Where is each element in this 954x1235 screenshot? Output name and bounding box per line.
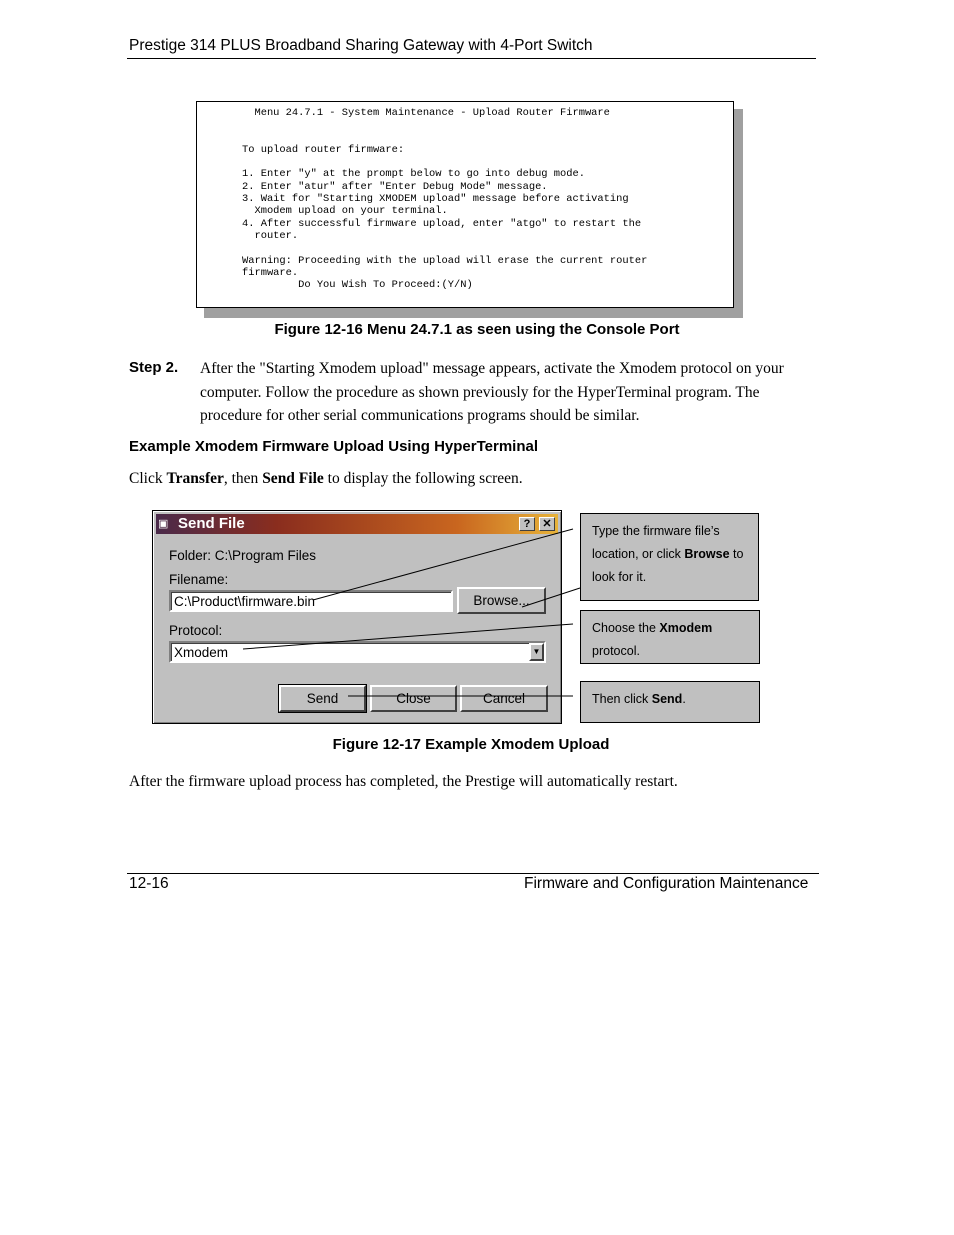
console-line: 3. Wait for "Starting XMODEM upload" message before activating: [242, 193, 629, 206]
callout-filename-text-c: to look for it.: [592, 547, 744, 584]
console-line: Xmodem upload on your terminal.: [242, 205, 448, 218]
footer-section-title: Firmware and Configuration Maintenance: [524, 875, 809, 892]
help-icon[interactable]: ?: [519, 517, 535, 531]
console-line: To upload router firmware:: [242, 143, 405, 156]
callout-xmodem-term: Xmodem: [659, 621, 713, 635]
step-label: Step 2.: [129, 359, 179, 376]
close-icon[interactable]: ✕: [539, 517, 555, 531]
footer-rule: [127, 873, 819, 874]
callout-send-text-a: Then click: [592, 692, 652, 706]
transfer-term: Transfer: [166, 470, 224, 487]
send-file-term: Send File: [262, 470, 324, 487]
leader-filename: [313, 529, 573, 600]
callout-send-text-c: .: [682, 692, 686, 706]
hyperterminal-icon: ▣: [158, 518, 169, 530]
step-text: After the "Starting Xmodem upload" message appears, activate the Xmodem protocol on your computer. Follow the procedure as shown previously for the HyperTerminal program. The procedure for other serial communications programs should be similar.: [200, 360, 784, 424]
instruction-prefix: Click: [129, 470, 167, 487]
filename-input[interactable]: C:\Product\firmware.bin: [169, 590, 453, 612]
callout-protocol-text-a: Choose the: [592, 621, 660, 635]
folder-label: Folder: C:\Program Files: [169, 548, 317, 563]
console-line: 4. After successful firmware upload, enter "atgo" to restart the: [242, 217, 642, 230]
instruction-suffix: to display the following screen.: [323, 470, 523, 487]
console-line: Menu 24.7.1 - System Maintenance - Upload Router Firmware: [242, 107, 610, 119]
console-line: 1. Enter "y" at the prompt below to go into debug mode.: [242, 168, 585, 181]
protocol-label: Protocol:: [169, 623, 223, 638]
send-button[interactable]: Send: [279, 685, 366, 712]
figure-caption-12-16: Figure 12-16 Menu 24.7.1 as seen using the Console Port: [274, 321, 680, 338]
filename-label: Filename:: [169, 572, 229, 587]
figure-caption-12-17: Figure 12-17 Example Xmodem Upload: [332, 736, 610, 753]
leader-browse: [522, 588, 580, 607]
closing-paragraph: After the firmware upload process has completed, the Prestige will automatically restart.: [129, 773, 678, 790]
cancel-button[interactable]: Cancel: [460, 685, 548, 712]
protocol-value: Xmodem: [174, 645, 229, 660]
console-line: 2. Enter "atur" after "Enter Debug Mode" message.: [242, 180, 548, 193]
console-line: firmware.: [242, 266, 299, 279]
close-button[interactable]: Close: [370, 685, 457, 712]
leader-protocol: [243, 624, 573, 649]
page-header: Prestige 314 PLUS Broadband Sharing Gateway with 4-Port Switch: [129, 37, 593, 54]
console-line: Warning: Proceeding with the upload will erase the current router: [242, 254, 648, 267]
callout-send-term: Send: [651, 692, 683, 706]
instruction-mid: , then: [223, 470, 263, 487]
console-line: router.: [242, 229, 299, 242]
chevron-down-icon[interactable]: ▼: [529, 643, 544, 661]
page-number: 12-16: [129, 875, 169, 892]
callout-browse-term: Browse: [684, 547, 730, 561]
dialog-title: Send File: [178, 515, 245, 532]
section-heading: Example Xmodem Firmware Upload Using HyperTerminal: [129, 438, 538, 455]
callout-protocol-text-c: protocol.: [592, 644, 640, 658]
console-line: Do You Wish To Proceed:(Y/N): [242, 279, 473, 292]
callout-filename-text-a: Type the firmware file’s location, or click: [592, 524, 720, 561]
browse-button[interactable]: Browse...: [457, 587, 546, 614]
